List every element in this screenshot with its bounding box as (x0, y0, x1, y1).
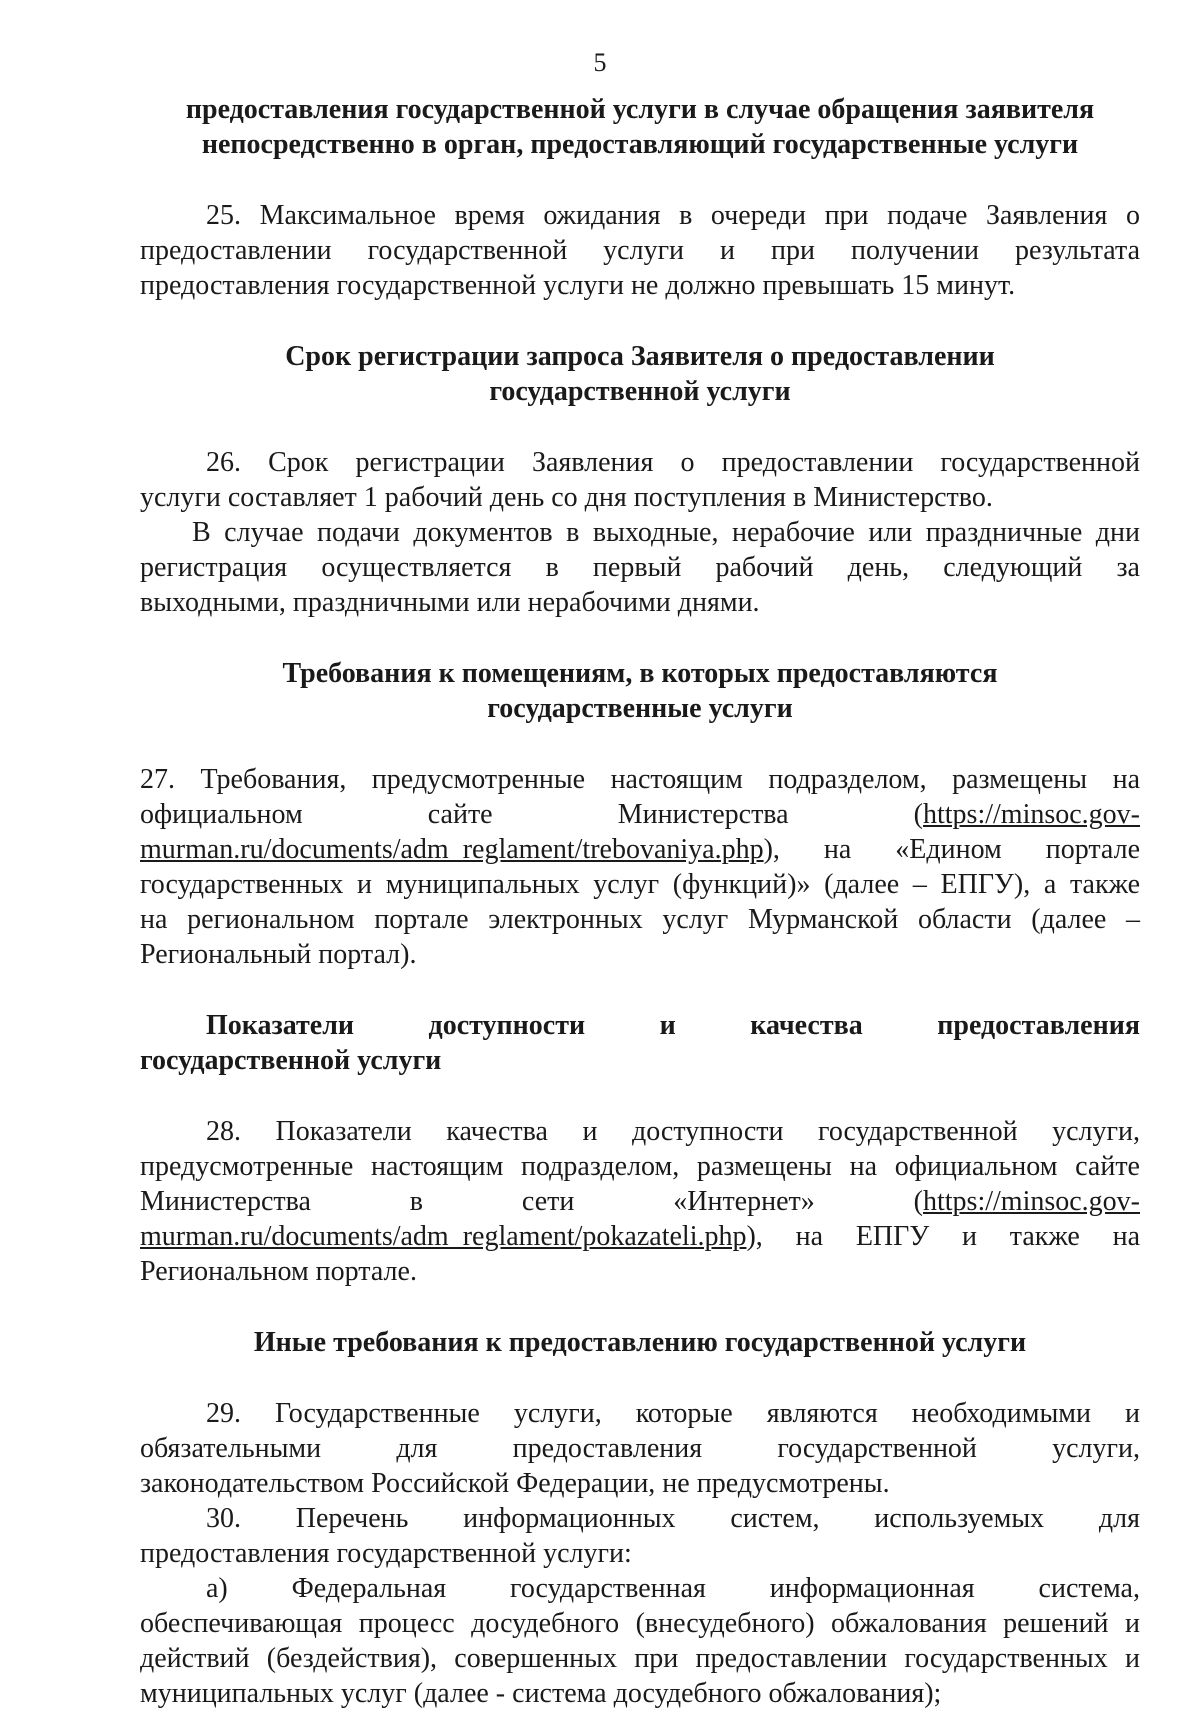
paragraph-text: ), на «Едином портале (763, 834, 1140, 865)
paragraph-line: регистрация осуществляется в первый рабочий день, следующий за (140, 552, 1140, 583)
heading-line: государственной услуги (140, 1045, 442, 1076)
paragraph-line (140, 1219, 1140, 1254)
heading-line: Иные требования к предоставлению государственной услуги (253, 1327, 1027, 1358)
paragraph-line: муниципальных услуг (далее - система досудебного обжалования); (140, 1678, 942, 1709)
paragraph-line (140, 1184, 1140, 1219)
paragraph-line (140, 832, 1140, 867)
section-heading-other-requirements (140, 1325, 1140, 1360)
paragraph-line: 26. Срок регистрации Заявления о предоставлении государственной (206, 447, 1140, 478)
paragraph-line: 28. Показатели качества и доступности государственной услуги, (206, 1116, 1140, 1147)
section-heading-indicators (140, 1008, 1140, 1078)
paragraph-line: предоставления государственной услуги: (140, 1538, 632, 1569)
paragraph-line: Региональном портале. (140, 1256, 417, 1287)
paragraph-line: 30. Перечень информационных систем, используемых для (206, 1503, 1140, 1534)
trebovaniya-link[interactable]: murman.ru/documents/adm_reglament/trebovaniya.php (140, 834, 764, 865)
paragraph-line: услуги составляет 1 рабочий день со дня поступления в Министерство. (140, 482, 993, 513)
minsoc-link-part[interactable]: https://minsoc.gov- (923, 799, 1140, 830)
paragraph-line: Региональный портал). (140, 939, 417, 970)
paragraph-line: 29. Государственные услуги, которые являются необходимыми и (206, 1398, 1140, 1429)
paragraph-28 (140, 1114, 1140, 1289)
paragraph-line: обязательными для предоставления государственной услуги, (140, 1433, 1140, 1464)
minsoc-link-part[interactable]: https://minsoc.gov- (923, 1186, 1140, 1217)
paragraph-text: официальном сайте Министерства ( (140, 799, 923, 830)
section-heading-premises (140, 656, 1140, 726)
paragraph-line (140, 797, 1140, 832)
paragraph-25 (140, 198, 1140, 303)
heading-line: государственные услуги (487, 693, 793, 724)
paragraph-line: обеспечивающая процесс досудебного (внесудебного) обжалования решений и (140, 1608, 1140, 1639)
paragraph-line: предоставления государственной услуги не должно превышать 15 минут. (140, 270, 1016, 301)
paragraph-line: предусмотренные настоящим подразделом, размещены на официальном сайте (140, 1151, 1140, 1182)
paragraph-line: а) Федеральная государственная информационная система, (206, 1573, 1140, 1604)
paragraph-line: выходными, праздничными или нерабочими днями. (140, 587, 760, 618)
paragraph-27 (140, 762, 1140, 972)
heading-line: непосредственно в орган, предоставляющий государственные услуги (201, 129, 1079, 160)
page-number: 5 (593, 48, 607, 77)
paragraph-line: 25. Максимальное время ожидания в очереди при подаче Заявления о (206, 200, 1140, 231)
paragraph-text: Министерства в сети «Интернет» ( (140, 1186, 923, 1217)
heading-line: государственной услуги (489, 376, 791, 407)
paragraph-26 (140, 445, 1140, 515)
heading-line: предоставления государственной услуги в случае обращения заявителя (185, 94, 1095, 125)
paragraph-line: на региональном портале электронных услуг Мурманской области (далее – (140, 904, 1140, 935)
paragraph-line: 27. Требования, предусмотренные настоящим подразделом, размещены на (140, 764, 1140, 795)
paragraph-26-cont (140, 515, 1140, 620)
pokazateli-link[interactable]: murman.ru/documents/adm_reglament/pokazateli.php (140, 1221, 747, 1252)
document-body (140, 92, 1140, 1711)
paragraph-line: действий (бездействия), совершенных при предоставлении государственных и (140, 1643, 1140, 1674)
paragraph-line: В случае подачи документов в выходные, нерабочие или праздничные дни (192, 517, 1140, 548)
paragraph-30a (140, 1571, 1140, 1711)
heading-line: Срок регистрации запроса Заявителя о предоставлении (285, 341, 995, 372)
paragraph-29 (140, 1396, 1140, 1501)
paragraph-30 (140, 1501, 1140, 1571)
heading-line: Показатели доступности и качества предоставления (206, 1010, 1140, 1041)
paragraph-line: государственных и муниципальных услуг (функций)» (далее – ЕПГУ), а также (140, 869, 1140, 900)
section-heading-registration (140, 339, 1140, 409)
section-heading-continued (140, 92, 1140, 162)
paragraph-line: предоставлении государственной услуги и при получении результата (140, 235, 1140, 266)
paragraph-line: законодательством Российской Федерации, не предусмотрены. (140, 1468, 890, 1499)
heading-line: Требования к помещениям, в которых предоставляются (282, 658, 998, 689)
paragraph-text: ), на ЕПГУ и также на (746, 1221, 1140, 1252)
